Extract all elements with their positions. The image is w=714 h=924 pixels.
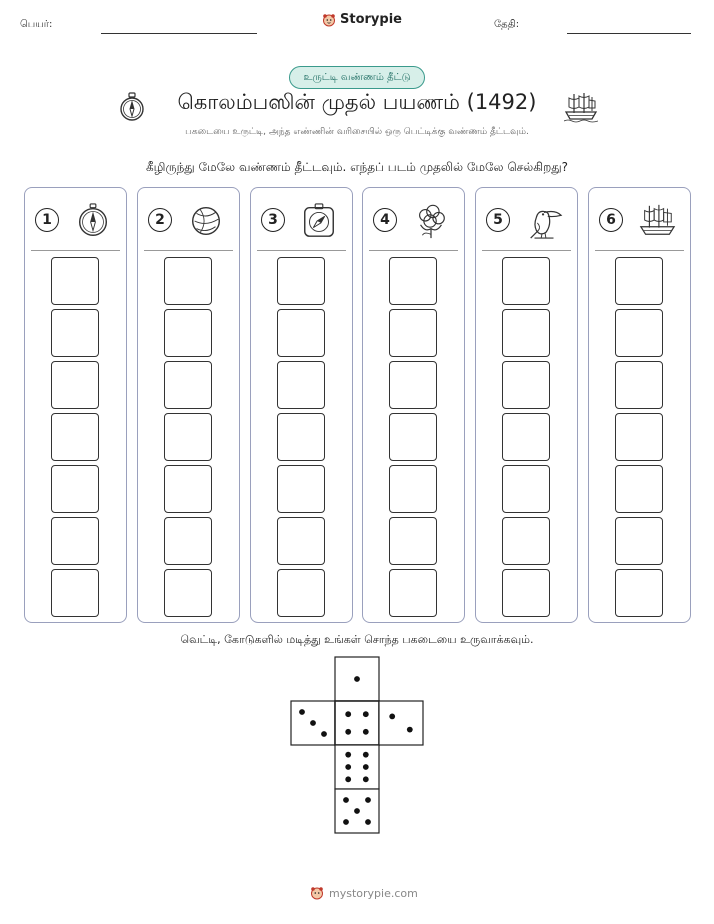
brand-name: Storypie: [340, 12, 402, 27]
die-pip: [363, 711, 369, 717]
ship-icon: [637, 202, 677, 240]
die-pip: [345, 752, 351, 758]
color-box[interactable]: [389, 465, 437, 513]
die-face-border: [379, 701, 423, 745]
die-pip: [354, 676, 360, 682]
column-header: [373, 202, 457, 242]
color-box[interactable]: [502, 465, 550, 513]
color-box[interactable]: [502, 257, 550, 305]
die-net[interactable]: [290, 656, 426, 836]
activity-badge: உருட்டி வண்ணம் தீட்டு: [289, 66, 425, 89]
color-box[interactable]: [389, 569, 437, 617]
die-pip: [365, 797, 371, 803]
name-line[interactable]: [101, 33, 257, 34]
die-pip: [407, 727, 413, 733]
column-3: [250, 187, 353, 623]
color-box[interactable]: [502, 569, 550, 617]
color-box[interactable]: [389, 361, 437, 409]
column-header: [261, 202, 345, 242]
column-header: [35, 202, 119, 242]
color-box[interactable]: [615, 413, 663, 461]
color-box[interactable]: [389, 517, 437, 565]
die-face-3: [291, 701, 335, 745]
globe-icon: [186, 202, 226, 240]
toucan-icon: [524, 202, 564, 240]
color-box[interactable]: [615, 361, 663, 409]
die-pip: [345, 776, 351, 782]
column-4: [362, 187, 465, 623]
color-box[interactable]: [164, 413, 212, 461]
color-box[interactable]: [51, 569, 99, 617]
die-face-4: [335, 701, 379, 745]
color-box[interactable]: [164, 361, 212, 409]
color-box[interactable]: [502, 361, 550, 409]
cotton-plant-icon: [411, 202, 451, 240]
die-pip: [310, 720, 316, 726]
date-label: தேதி:: [494, 19, 520, 30]
subtitle: பகடையை உருட்டி, அந்த எண்ணின் வரிசையில் ஒரு பெட்டிக்கு வண்ணம் தீட்டவும்.: [185, 127, 529, 137]
column-2: [137, 187, 240, 623]
column-number: 2: [148, 208, 172, 232]
die-face-5: [335, 789, 379, 833]
die-pip: [343, 797, 349, 803]
die-pip: [345, 729, 351, 735]
die-pip: [345, 711, 351, 717]
die-face-border: [335, 701, 379, 745]
die-pip: [365, 819, 371, 825]
die-pip: [389, 714, 395, 720]
color-box[interactable]: [164, 569, 212, 617]
die-pip: [345, 764, 351, 770]
column-divider: [482, 250, 571, 251]
compass-icon: [118, 92, 146, 122]
color-box[interactable]: [277, 257, 325, 305]
color-box[interactable]: [51, 413, 99, 461]
brand-logo: [322, 12, 402, 27]
column-1: [24, 187, 127, 623]
color-box[interactable]: [164, 309, 212, 357]
color-box[interactable]: [615, 569, 663, 617]
column-5: [475, 187, 578, 623]
color-box[interactable]: [51, 309, 99, 357]
column-divider: [369, 250, 458, 251]
instruction: கீழிருந்து மேலே வண்ணம் தீட்டவும். எந்தப் படம் முதலில் மேலே செல்கிறது?: [145, 160, 569, 174]
column-number: 1: [35, 208, 59, 232]
mascot-icon: [322, 13, 336, 27]
date-line[interactable]: [567, 33, 691, 34]
column-6: [588, 187, 691, 623]
color-box[interactable]: [164, 257, 212, 305]
column-divider: [31, 250, 120, 251]
color-box[interactable]: [502, 517, 550, 565]
die-pip: [363, 776, 369, 782]
column-number: 3: [261, 208, 285, 232]
footer: [310, 886, 418, 900]
color-box[interactable]: [502, 413, 550, 461]
die-face-border: [335, 745, 379, 789]
cut-instruction: வெட்டி, கோடுகளில் மடித்து உங்கள் சொந்த பகடையை உருவாக்கவும்.: [180, 633, 534, 646]
color-box[interactable]: [389, 257, 437, 305]
column-header: [486, 202, 570, 242]
column-number: 6: [599, 208, 623, 232]
column-divider: [595, 250, 684, 251]
color-box[interactable]: [277, 361, 325, 409]
color-box[interactable]: [277, 569, 325, 617]
color-box[interactable]: [51, 465, 99, 513]
column-divider: [144, 250, 233, 251]
die-pip: [299, 709, 305, 715]
color-box[interactable]: [164, 465, 212, 513]
color-box[interactable]: [389, 309, 437, 357]
color-box[interactable]: [51, 257, 99, 305]
column-header: [148, 202, 232, 242]
die-face-1: [335, 657, 379, 701]
mascot-icon: [310, 886, 324, 900]
page-title: கொலம்பஸின் முதல் பயணம் (1492): [177, 90, 537, 114]
color-box[interactable]: [615, 465, 663, 513]
color-box[interactable]: [615, 517, 663, 565]
column-header: [599, 202, 683, 242]
column-number: 5: [486, 208, 510, 232]
color-box[interactable]: [277, 465, 325, 513]
die-face-2: [379, 701, 423, 745]
ship-icon: [564, 91, 598, 123]
color-box[interactable]: [277, 309, 325, 357]
die-pip: [354, 808, 360, 814]
name-label: பெயர்:: [20, 19, 53, 30]
color-box[interactable]: [615, 309, 663, 357]
color-box[interactable]: [277, 413, 325, 461]
die-face-6: [335, 745, 379, 789]
footer-url: mystorypie.com: [329, 886, 418, 900]
die-pip: [343, 819, 349, 825]
color-box[interactable]: [164, 517, 212, 565]
color-box[interactable]: [615, 257, 663, 305]
color-box[interactable]: [502, 309, 550, 357]
die-pip: [321, 731, 327, 737]
die-pip: [363, 764, 369, 770]
color-box[interactable]: [51, 517, 99, 565]
die-pip: [363, 752, 369, 758]
compass-icon: [73, 202, 113, 240]
die-pip: [363, 729, 369, 735]
column-number: 4: [373, 208, 397, 232]
color-box[interactable]: [277, 517, 325, 565]
column-divider: [257, 250, 346, 251]
color-box[interactable]: [51, 361, 99, 409]
square-compass-icon: [299, 202, 339, 240]
color-box[interactable]: [389, 413, 437, 461]
